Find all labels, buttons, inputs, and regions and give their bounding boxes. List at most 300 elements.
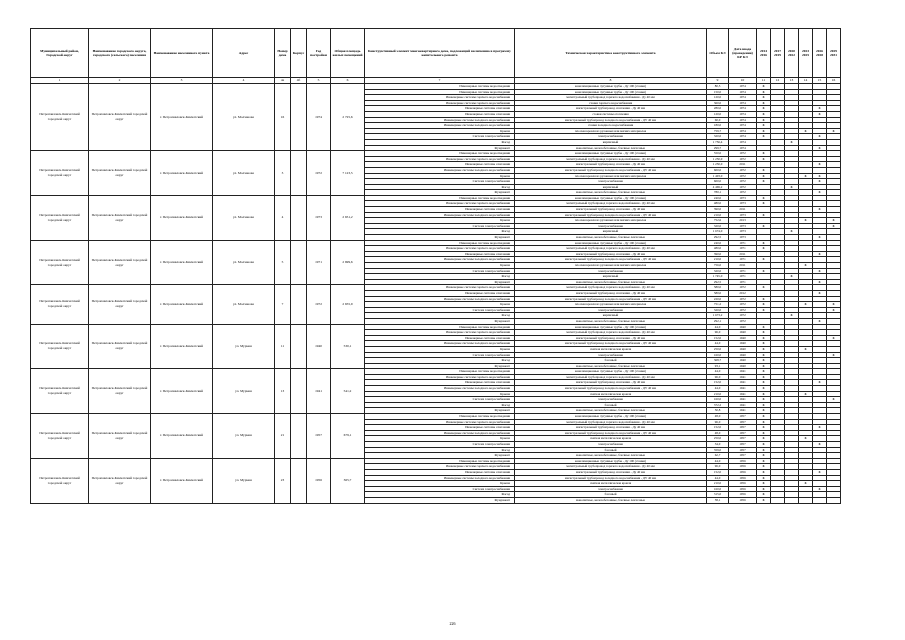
structural-element-cell: Инженерные системы водоотведения	[365, 84, 515, 90]
period-mark-cell: X	[757, 453, 771, 459]
period-mark-cell: X	[813, 162, 827, 168]
structural-element-cell: Инженерные системы горячего водоснабжения	[365, 285, 515, 291]
characteristic-cell: монолитные, железобетонные, блочные ленточные	[515, 145, 707, 151]
characteristic-cell: магистральный трубопровод горячего водоснабжения - Ду 40 мм	[515, 330, 707, 336]
volume-cell: 62,7	[707, 453, 729, 459]
locality-cell: г. Петропавловск-Камчатский	[151, 240, 213, 285]
settlement-cell: Петропавловск-Камчатский городской округ	[89, 458, 151, 503]
structural-element-cell: Инженерные системы отопления	[365, 207, 515, 213]
locality-cell: г. Петропавловск-Камчатский	[151, 369, 213, 414]
commission-date-cell: 1941	[729, 408, 757, 414]
settlement-cell: Петропавловск-Камчатский городской округ	[89, 324, 151, 369]
characteristic-cell: канализационные чугунные трубы - Ду 100 (стояки)	[515, 89, 707, 95]
commission-date-cell: 1974	[729, 123, 757, 129]
structural-element-cell: Инженерные системы холодного водоснабжения	[365, 341, 515, 347]
period-mark-cell: X	[757, 246, 771, 252]
volume-cell: 315,0	[707, 492, 729, 498]
period-mark-cell: X	[757, 296, 771, 302]
period-mark-cell	[827, 497, 841, 503]
commission-date-cell: 1957	[729, 425, 757, 431]
structural-element-cell: Фасад	[365, 492, 515, 498]
characteristic-cell: электроснабжение	[515, 307, 707, 313]
period-mark-cell: X	[757, 386, 771, 392]
volume-cell: 150,0	[707, 89, 729, 95]
period-mark-cell: X	[757, 402, 771, 408]
structural-element-cell: Инженерные системы горячего водоснабжения	[365, 201, 515, 207]
period-mark-cell: X	[757, 464, 771, 470]
commission-date-cell: 1972	[729, 302, 757, 308]
volume-cell: 480,0	[707, 246, 729, 252]
column-header: 2029 2031	[827, 29, 841, 78]
period-mark-cell: X	[799, 391, 813, 397]
commission-date-cell: 1956	[729, 458, 757, 464]
district-cell: Петропавловск-Камчатский городской округ	[31, 414, 89, 459]
settlement-cell: Петропавловск-Камчатский городской округ	[89, 151, 151, 196]
volume-cell: 1 673,2	[707, 313, 729, 319]
volume-cell: 372,2	[707, 402, 729, 408]
commission-date-cell: 1974	[729, 128, 757, 134]
structural-element-cell: Система электроснабжения	[365, 223, 515, 229]
building-cell	[291, 240, 307, 285]
commission-date-cell: 1972	[729, 151, 757, 157]
living-area-cell: 365,7	[331, 458, 365, 503]
column-header: Техническая характеристика конструктивного элемента	[515, 29, 707, 78]
year-built-cell: 1972	[307, 285, 331, 324]
characteristic-cell: электроснабжение	[515, 486, 707, 492]
commission-date-cell: 1974	[729, 95, 757, 101]
period-mark-cell: X	[757, 430, 771, 436]
commission-date-cell: 2011	[729, 207, 757, 213]
period-mark-cell: X	[757, 481, 771, 487]
period-mark-cell: X	[785, 184, 799, 190]
period-mark-cell: X	[757, 324, 771, 330]
structural-element-cell: Система электроснабжения	[365, 134, 515, 140]
characteristic-cell: монолитные, железобетонные, блочные ленточные	[515, 408, 707, 414]
commission-date-cell: 1940	[729, 358, 757, 364]
characteristic-cell: магистральный трубопровод горячего водоснабжения - Ду 40 мм	[515, 246, 707, 252]
characteristic-cell: магистральный трубопровод отопления - Ду 40 мм	[515, 469, 707, 475]
commission-date-cell: 1956	[729, 481, 757, 487]
volume-cell: 360,0	[707, 100, 729, 106]
volume-cell: 80,5	[707, 84, 729, 90]
volume-cell: 44,0	[707, 369, 729, 375]
commission-date-cell: 1973	[729, 212, 757, 218]
period-mark-cell: X	[757, 341, 771, 347]
district-cell: Петропавловск-Камчатский городской округ	[31, 84, 89, 151]
column-number: 11	[757, 78, 771, 84]
volume-cell: 280,0	[707, 106, 729, 112]
volume-cell: 320,0	[707, 223, 729, 229]
structural-element-cell: Инженерные системы отопления	[365, 162, 515, 168]
table-header-row	[31, 29, 841, 78]
structural-element-cell: Крыша	[365, 173, 515, 179]
characteristic-cell: плоская кровля из рулонных или мягких материалов	[515, 218, 707, 224]
volume-cell: 210,0	[707, 212, 729, 218]
volume-cell: 44,0	[707, 458, 729, 464]
locality-cell: г. Петропавловск-Камчатский	[151, 285, 213, 324]
volume-cell: 96,0	[707, 374, 729, 380]
structural-element-cell: Инженерные системы отопления	[365, 469, 515, 475]
period-mark-cell: X	[757, 369, 771, 375]
characteristic-cell: магистральный трубопровод отопления - Ду 40 мм	[515, 251, 707, 257]
period-mark-cell: X	[827, 307, 841, 313]
living-area-cell: 2 651,2	[331, 195, 365, 240]
column-header: Номер дома	[275, 29, 291, 78]
locality-cell: г. Петропавловск-Камчатский	[151, 324, 213, 369]
volume-cell: 1 403,0	[707, 173, 729, 179]
year-built-cell: 1974	[307, 84, 331, 151]
volume-cell: 759,7	[707, 128, 729, 134]
house-number-cell: 21	[275, 414, 291, 459]
characteristic-cell: магистральный трубопровод холодного водоснабжения - ДУ 40 мм	[515, 430, 707, 436]
period-mark-cell: X	[813, 425, 827, 431]
column-number: 4б	[291, 78, 307, 84]
year-built-cell: 1957	[307, 414, 331, 459]
characteristic-cell: магистральный трубопровод отопления - Ду 40 мм	[515, 207, 707, 213]
characteristic-cell: канализационные чугунные трубы - Ду 100 (стояки)	[515, 240, 707, 246]
commission-date-cell: 1956	[729, 475, 757, 481]
period-mark-cell: X	[757, 492, 771, 498]
structural-element-cell: Инженерные системы холодного водоснабжения	[365, 167, 515, 173]
period-mark-cell: X	[757, 397, 771, 403]
volume-cell: 1 745,0	[707, 274, 729, 280]
structural-element-cell: Фасад	[365, 447, 515, 453]
characteristic-cell: плоская кровля из рулонных или мягких материалов	[515, 128, 707, 134]
locality-cell: г. Петропавловск-Камчатский	[151, 414, 213, 459]
structural-element-cell: Инженерные системы водоотведения	[365, 89, 515, 95]
period-mark-cell: X	[757, 212, 771, 218]
building-cell	[291, 369, 307, 414]
characteristic-cell: монолитные, железобетонные, блочные ленточные	[515, 235, 707, 241]
period-mark-cell: X	[757, 307, 771, 313]
structural-element-cell: Крыша	[365, 302, 515, 308]
period-mark-cell: X	[785, 229, 799, 235]
volume-cell: 600,0	[707, 167, 729, 173]
volume-cell: 152,0	[707, 469, 729, 475]
period-mark-cell: X	[757, 123, 771, 129]
characteristic-cell: магистральный трубопровод отопления - Ду 40 мм	[515, 106, 707, 112]
period-mark-cell: X	[813, 442, 827, 448]
year-built-cell: 1972	[307, 151, 331, 196]
commission-date-cell: 1974	[729, 139, 757, 145]
structural-element-cell: Фасад	[365, 402, 515, 408]
house-number-cell: 13	[275, 369, 291, 414]
characteristic-cell: кирпичный	[515, 229, 707, 235]
volume-cell: 1 674,0	[707, 229, 729, 235]
characteristic-cell: блочный	[515, 358, 707, 364]
structural-element-cell: Инженерные системы горячего водоснабжения	[365, 246, 515, 252]
characteristic-cell: канализационные чугунные трубы - Ду 100 (стояки)	[515, 414, 707, 420]
volume-cell: 44,0	[707, 386, 729, 392]
column-number: 14	[799, 78, 813, 84]
characteristic-cell: канализационные чугунные трубы - Ду 100 (стояки)	[515, 195, 707, 201]
structural-element-cell: Фундамент	[365, 408, 515, 414]
period-mark-cell: X	[757, 195, 771, 201]
period-mark-cell: X	[813, 111, 827, 117]
structural-element-cell: Инженерные системы водоотведения	[365, 195, 515, 201]
period-mark-cell: X	[757, 257, 771, 263]
characteristic-cell: электроснабжение	[515, 352, 707, 358]
commission-date-cell: 1974	[729, 111, 757, 117]
period-mark-cell: X	[757, 469, 771, 475]
settlement-cell: Петропавловск-Камчатский городской округ	[89, 414, 151, 459]
commission-date-cell: 1957	[729, 447, 757, 453]
table-body	[31, 84, 841, 504]
volume-cell: 220,0	[707, 296, 729, 302]
commission-date-cell: 1974	[729, 134, 757, 140]
living-area-cell: 2 725,6	[331, 84, 365, 151]
period-mark-cell: X	[757, 84, 771, 90]
living-area-cell: 541,2	[331, 369, 365, 414]
house-number-cell: 11	[275, 324, 291, 369]
period-mark-cell: X	[757, 117, 771, 123]
period-mark-cell: X	[757, 374, 771, 380]
volume-cell: 320,0	[707, 134, 729, 140]
characteristic-cell: магистральный трубопровод горячего водоснабжения - Ду 40 мм	[515, 201, 707, 207]
characteristic-cell: плоская кровля из рулонных или мягких материалов	[515, 263, 707, 269]
building-cell	[291, 414, 307, 459]
structural-element-cell: Система электроснабжения	[365, 397, 515, 403]
street-cell: ул. Мурман	[213, 414, 275, 459]
period-mark-cell: X	[757, 408, 771, 414]
column-number: 2	[89, 78, 151, 84]
column-number: 15	[813, 78, 827, 84]
commission-date-cell: 2011	[729, 263, 757, 269]
volume-cell: 320,0	[707, 268, 729, 274]
volume-cell: 240,0	[707, 195, 729, 201]
structural-element-cell: Инженерные системы водоотведения	[365, 369, 515, 375]
structural-element-cell: Крыша	[365, 128, 515, 134]
period-mark-cell: X	[813, 207, 827, 213]
characteristic-cell: плоская кровля из рулонных или мягких материалов	[515, 173, 707, 179]
commission-date-cell: 1957	[729, 436, 757, 442]
structural-element-cell: Инженерные системы горячего водоснабжения	[365, 374, 515, 380]
column-header: Общая площадь жилых помещений	[331, 29, 365, 78]
house-number-cell: 7	[275, 285, 291, 324]
commission-date-cell: 1940	[729, 346, 757, 352]
district-cell: Петропавловск-Камчатский городской округ	[31, 151, 89, 196]
structural-element-cell: Фасад	[365, 229, 515, 235]
characteristic-cell: кирпичный	[515, 184, 707, 190]
period-mark-cell: X	[785, 274, 799, 280]
volume-cell: 240,0	[707, 240, 729, 246]
commission-date-cell: 1973	[729, 235, 757, 241]
period-mark-cell: X	[827, 223, 841, 229]
structural-element-cell: Фасад	[365, 274, 515, 280]
commission-date-cell: 1971	[729, 268, 757, 274]
characteristic-cell: кирпичный	[515, 139, 707, 145]
district-cell: Петропавловск-Камчатский городской округ	[31, 195, 89, 240]
column-header: Наименование городского округа, городского (сельского) поселения	[89, 29, 151, 78]
volume-cell: 93,1	[707, 363, 729, 369]
volume-cell: 48,0	[707, 414, 729, 420]
characteristic-cell: магистральный трубопровод отопления - Ду 40 мм	[515, 290, 707, 296]
structural-element-cell: Крыша	[365, 436, 515, 442]
settlement-cell: Петропавловск-Камчатский городской округ	[89, 240, 151, 285]
year-built-cell: 1973	[307, 195, 331, 240]
structural-element-cell: Фасад	[365, 358, 515, 364]
period-mark-cell: X	[827, 335, 841, 341]
commission-date-cell: 1940	[729, 352, 757, 358]
characteristic-cell: канализационные чугунные трубы - Ду 100 (стояки)	[515, 84, 707, 90]
commission-date-cell: 1974	[729, 106, 757, 112]
structural-element-cell: Фасад	[365, 313, 515, 319]
volume-cell: 60,0	[707, 117, 729, 123]
structural-element-cell: Система электроснабжения	[365, 442, 515, 448]
building-cell	[291, 285, 307, 324]
house-number-cell: 3	[275, 151, 291, 196]
column-header: Корпус	[291, 29, 307, 78]
characteristic-cell: блочный	[515, 492, 707, 498]
column-number: 1	[31, 78, 89, 84]
commission-date-cell: 1941	[729, 374, 757, 380]
document-page	[30, 28, 840, 504]
living-area-cell: 2 655,9	[331, 285, 365, 324]
column-header: 2020 2022	[785, 29, 799, 78]
year-built-cell: 1971	[307, 240, 331, 285]
volume-cell: 292,1	[707, 318, 729, 324]
district-cell: Петропавловск-Камчатский городской округ	[31, 240, 89, 285]
period-mark-cell: X	[813, 290, 827, 296]
volume-cell: 292,5	[707, 235, 729, 241]
structural-element-cell: Инженерные системы горячего водоснабжения	[365, 156, 515, 162]
structural-element-cell: Крыша	[365, 481, 515, 487]
column-number: 12	[771, 78, 785, 84]
commission-date-cell: 1957	[729, 453, 757, 459]
period-mark-cell: X	[757, 352, 771, 358]
characteristic-cell: магистральный трубопровод горячего водоснабжения - Ду 40 мм	[515, 374, 707, 380]
locality-cell: г. Петропавловск-Камчатский	[151, 458, 213, 503]
volume-cell: 96,0	[707, 419, 729, 425]
period-mark-cell: X	[813, 380, 827, 386]
building-cell	[291, 84, 307, 151]
structural-element-cell: Фундамент	[365, 497, 515, 503]
commission-date-cell: 1956	[729, 497, 757, 503]
characteristic-cell: канализационные чугунные трубы - Ду 100 (стояки)	[515, 324, 707, 330]
characteristic-cell: электроснабжение	[515, 223, 707, 229]
street-cell: ул. Молчанова	[213, 240, 275, 285]
commission-date-cell: 1941	[729, 391, 757, 397]
structural-element-cell: Инженерные системы водоотведения	[365, 458, 515, 464]
period-mark-cell: X	[757, 425, 771, 431]
volume-cell: 250,0	[707, 346, 729, 352]
structural-element-cell: Инженерные системы отопления	[365, 425, 515, 431]
column-header: Объем КЭ	[707, 29, 729, 78]
characteristic-cell: электроснабжение	[515, 397, 707, 403]
commission-date-cell: 1972	[729, 285, 757, 291]
locality-cell: г. Петропавловск-Камчатский	[151, 151, 213, 196]
living-area-cell: 530,1	[331, 324, 365, 369]
column-number: 8	[515, 78, 707, 84]
commission-date-cell: 1956	[729, 469, 757, 475]
commission-date-cell: 1941	[729, 402, 757, 408]
characteristic-cell: магистральный трубопровод холодного водоснабжения - ДУ 40 мм	[515, 167, 707, 173]
period-mark-cell: X	[757, 134, 771, 140]
commission-date-cell: 1971	[729, 257, 757, 263]
volume-cell: 152,0	[707, 335, 729, 341]
street-cell: ул. Мурман	[213, 369, 275, 414]
period-mark-cell: X	[785, 313, 799, 319]
structural-element-cell: Инженерные системы горячего водоснабжения	[365, 464, 515, 470]
commission-date-cell: 1957	[729, 414, 757, 420]
commission-date-cell: 2013	[729, 218, 757, 224]
structural-element-cell: Система электроснабжения	[365, 179, 515, 185]
volume-cell: 180,0	[707, 123, 729, 129]
locality-cell: г. Петропавловск-Камчатский	[151, 195, 213, 240]
characteristic-cell: магистральный трубопровод горячего водоснабжения - Ду 40 мм	[515, 419, 707, 425]
characteristic-cell: электроснабжение	[515, 442, 707, 448]
characteristic-cell: скатная металлическая кровля	[515, 481, 707, 487]
house-number-cell: 5	[275, 240, 291, 285]
characteristic-cell: монолитные, железобетонные, блочные ленточные	[515, 190, 707, 196]
locality-cell: г. Петропавловск-Камчатский	[151, 84, 213, 151]
structural-element-cell: Инженерные системы холодного водоснабжения	[365, 117, 515, 123]
structural-element-cell: Фундамент	[365, 190, 515, 196]
commission-date-cell: 1972	[729, 307, 757, 313]
column-header: Муниципальный район, Городской округ	[31, 29, 89, 78]
characteristic-cell: магистральный трубопровод холодного водоснабжения - ДУ 40 мм	[515, 341, 707, 347]
structural-element-cell: Фундамент	[365, 363, 515, 369]
characteristic-cell: электроснабжение	[515, 179, 707, 185]
period-mark-cell	[785, 497, 799, 503]
volume-cell: 756,0	[707, 263, 729, 269]
period-mark-cell	[771, 497, 785, 503]
commission-date-cell: 1974	[729, 84, 757, 90]
period-mark-cell: X	[757, 100, 771, 106]
period-mark-cell: X	[757, 419, 771, 425]
characteristic-cell: магистральный трубопровод горячего водоснабжения - Ду 40 мм	[515, 464, 707, 470]
commission-date-cell: 1957	[729, 419, 757, 425]
period-mark-cell: X	[757, 475, 771, 481]
characteristic-cell: кирпичный	[515, 313, 707, 319]
characteristic-cell: магистральный трубопровод холодного водоснабжения - ДУ 40 мм	[515, 475, 707, 481]
commission-date-cell: 1972	[729, 190, 757, 196]
period-mark-cell: X	[813, 235, 827, 241]
period-mark-cell: X	[757, 391, 771, 397]
district-cell: Петропавловск-Камчатский городской округ	[31, 324, 89, 369]
settlement-cell: Петропавловск-Камчатский городской округ	[89, 369, 151, 414]
volume-cell: 58,1	[707, 497, 729, 503]
commission-date-cell: 1956	[729, 464, 757, 470]
period-mark-cell: X	[757, 151, 771, 157]
period-mark-cell: X	[757, 106, 771, 112]
period-mark-cell: X	[757, 173, 771, 179]
commission-date-cell: 1974	[729, 100, 757, 106]
volume-cell: 120,0	[707, 95, 729, 101]
characteristic-cell: электроснабжение	[515, 268, 707, 274]
period-mark-cell: X	[757, 486, 771, 492]
period-mark-cell: X	[799, 173, 813, 179]
characteristic-cell: магистральный трубопровод отопления - Ду 40 мм	[515, 380, 707, 386]
street-cell: ул. Молчанова	[213, 285, 275, 324]
living-area-cell: 2 699,6	[331, 240, 365, 285]
commission-date-cell: 1972	[729, 167, 757, 173]
commission-date-cell: 1940	[729, 324, 757, 330]
street-cell: ул. Молчанова	[213, 195, 275, 240]
column-header: Адрес	[213, 29, 275, 78]
period-mark-cell: X	[813, 134, 827, 140]
structural-element-cell: Инженерные системы холодного водоснабжения	[365, 123, 515, 129]
period-mark-cell: X	[813, 318, 827, 324]
structural-element-cell: Крыша	[365, 346, 515, 352]
period-mark-cell: X	[757, 497, 771, 503]
period-mark-cell: X	[757, 363, 771, 369]
period-mark-cell: X	[813, 145, 827, 151]
commission-date-cell: 1973	[729, 223, 757, 229]
commission-date-cell: 1940	[729, 341, 757, 347]
commission-date-cell: 1940	[729, 330, 757, 336]
commission-date-cell: 1972	[729, 173, 757, 179]
